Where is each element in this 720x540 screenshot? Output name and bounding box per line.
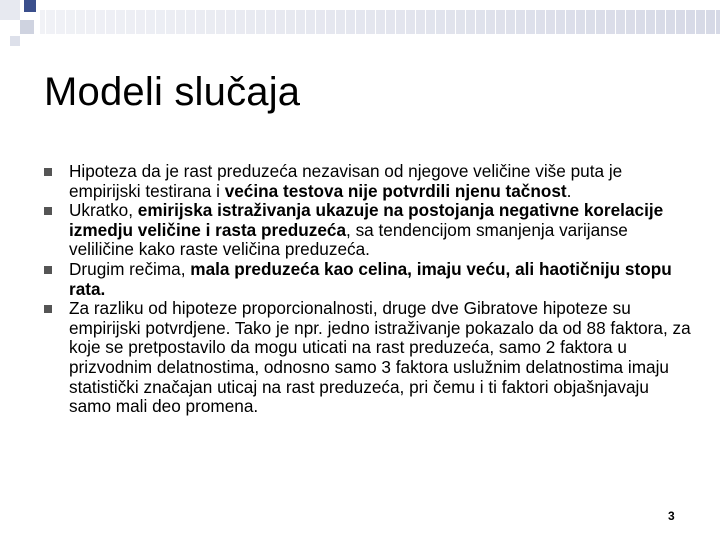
band-gap [495, 10, 496, 34]
band-gap [225, 10, 226, 34]
bullet-text-3b: mala preduzeća kao celina, imaju veću, ali haotičniju stopu rata. [69, 258, 672, 299]
bullet-text-2c: , sa tendencijom smanjenja varijanse veliličine kako raste veličina preduzeća. [69, 219, 628, 260]
band-gap [315, 10, 316, 34]
band-gap [235, 10, 236, 34]
band-gap [85, 10, 86, 34]
bullet-text-2a: Ukratko, [69, 200, 138, 221]
band-gap [265, 10, 266, 34]
header-decoration [0, 0, 720, 48]
band-gap [245, 10, 246, 34]
band-gap [325, 10, 326, 34]
band-gap [435, 10, 436, 34]
band-gap [475, 10, 476, 34]
square-bullet-icon [44, 168, 52, 176]
band-gap [55, 10, 56, 34]
bullet-item [44, 260, 694, 299]
bullet-item [44, 201, 694, 260]
band-gap [685, 10, 686, 34]
band-gap [215, 10, 216, 34]
band-gap [295, 10, 296, 34]
band-gap [145, 10, 146, 34]
header-band [40, 10, 720, 34]
band-gap [575, 10, 576, 34]
band-gap [335, 10, 336, 34]
band-gap [525, 10, 526, 34]
band-gap [405, 10, 406, 34]
band-gap [465, 10, 466, 34]
band-gap [705, 10, 706, 34]
slide-title: Modeli slučaja [44, 70, 301, 114]
band-gap [185, 10, 186, 34]
band-gap [375, 10, 376, 34]
band-gap [205, 10, 206, 34]
band-gap [365, 10, 366, 34]
band-gap [165, 10, 166, 34]
band-gap [505, 10, 506, 34]
band-gap [415, 10, 416, 34]
band-gap [445, 10, 446, 34]
bullet-text-1c: . [566, 180, 572, 201]
bullet-list [44, 162, 694, 417]
band-gap [485, 10, 486, 34]
band-gap [115, 10, 116, 34]
band-gap [255, 10, 256, 34]
band-gap [65, 10, 66, 34]
band-gap [585, 10, 586, 34]
bullet-text-1a: Hipoteza da je rast preduzeća nezavisan od njegove veličine više puta je empirijski testirana i [69, 161, 623, 201]
band-gap [545, 10, 546, 34]
band-gap [45, 10, 46, 34]
band-gap [605, 10, 606, 34]
band-gap [695, 10, 696, 34]
band-gap [625, 10, 626, 34]
bullet-text-1b: većina testova nije potvrdili njenu tačnost [224, 180, 567, 201]
bullet-text-4: Za razliku od hipoteze proporcionalnosti, druge dve Gibratove hipoteze su empirijski potvrdjene. Tako je npr. jedno istraživanje pokazalo da od 88 faktora, za koje se pretpostavilo da mogu uticati na rast preduzeća, samo 2 faktora u prizvodnim delatnostima, odnosno samo 3 faktora uslužnim delatnostima imaju statistički značajan uticaj na rast preduzeća, pri čemu i ti faktori objašnjavaju samo mali deo promena. [69, 298, 691, 417]
band-gap [275, 10, 276, 34]
band-gap [105, 10, 106, 34]
band-gap [345, 10, 346, 34]
band-gap [195, 10, 196, 34]
band-gap [305, 10, 306, 34]
band-gap [715, 10, 716, 34]
band-gap [155, 10, 156, 34]
band-gap [635, 10, 636, 34]
band-gap [615, 10, 616, 34]
band-gap [455, 10, 456, 34]
band-gap [175, 10, 176, 34]
square-bullet-icon [44, 207, 52, 215]
band-gap [595, 10, 596, 34]
band-gap [75, 10, 76, 34]
band-gap [125, 10, 126, 34]
band-gap [655, 10, 656, 34]
band-gap [95, 10, 96, 34]
bullet-text-2b: emirijska istraživanja ukazuje na postojanja negativne korelacije izmedju veličine i rasta preduzeća [69, 200, 664, 240]
page-number: 3 [668, 509, 675, 523]
band-gap [665, 10, 666, 34]
bullet-text-3a: Drugim rečima, [69, 258, 191, 279]
band-gap [535, 10, 536, 34]
bullet-item [44, 162, 694, 201]
square-bullet-icon [44, 266, 52, 274]
band-gap [425, 10, 426, 34]
band-gap [135, 10, 136, 34]
band-gap [515, 10, 516, 34]
band-gap [675, 10, 676, 34]
band-gap [555, 10, 556, 34]
band-gap [385, 10, 386, 34]
square-bullet-icon [44, 305, 52, 313]
band-gap [645, 10, 646, 34]
band-gap [285, 10, 286, 34]
bullet-item [44, 299, 694, 417]
band-gap [565, 10, 566, 34]
band-gap [395, 10, 396, 34]
band-gap [355, 10, 356, 34]
